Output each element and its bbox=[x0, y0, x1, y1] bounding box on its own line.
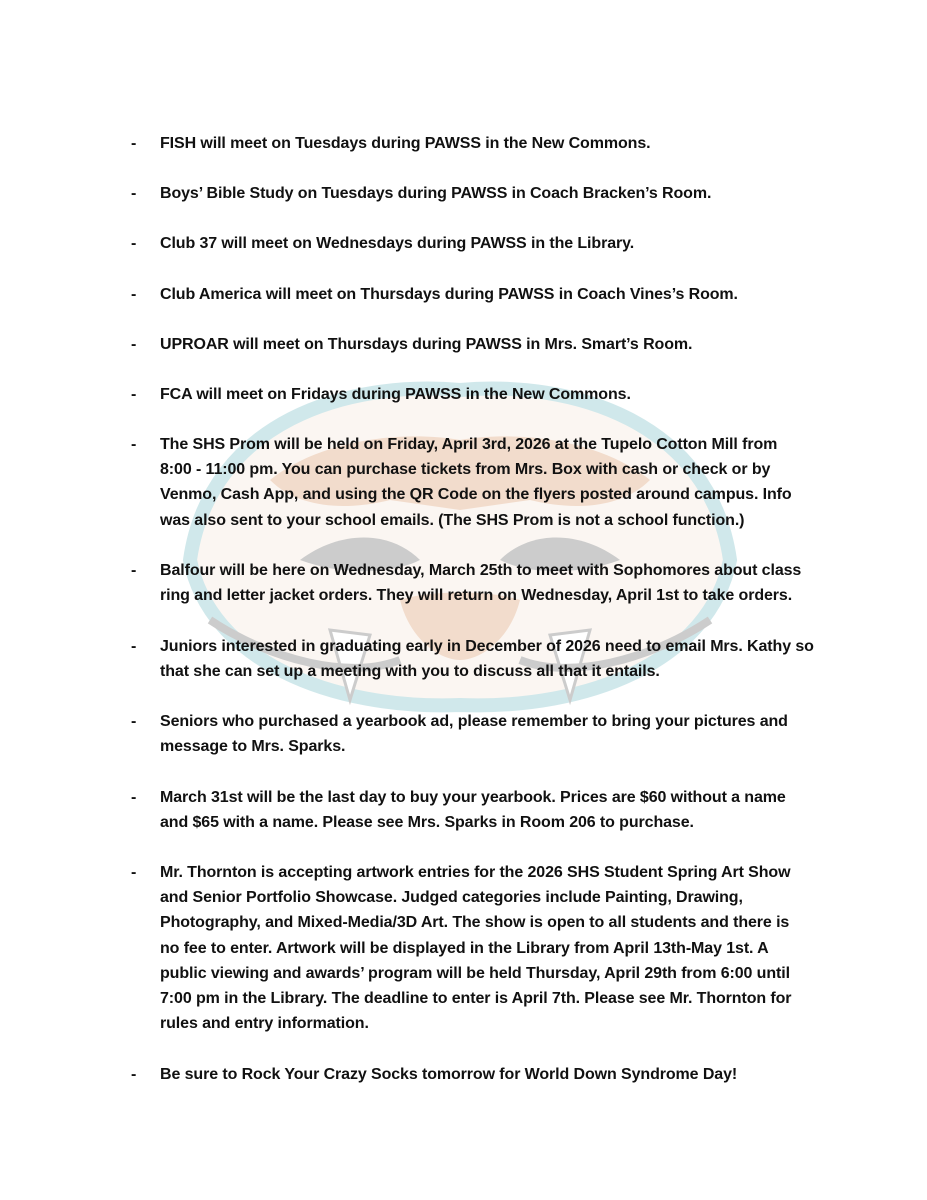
bullet-dash: - bbox=[131, 789, 137, 806]
bullet-dash: - bbox=[131, 286, 137, 303]
announcement-text: Be sure to Rock Your Crazy Socks tomorrow for World Down Syndrome Day! bbox=[160, 1066, 738, 1083]
announcement-text: Boys’ Bible Study on Tuesdays during PAWSS in Coach Bracken’s Room. bbox=[160, 185, 712, 202]
bullet-dash: - bbox=[131, 1066, 137, 1083]
announcement-text: Balfour will be here on Wednesday, March 25th to meet with Sophomores about class ring and letter jacket orders. They will return on Wednesday, April 1st to take orders. bbox=[160, 562, 802, 605]
bullet-dash: - bbox=[131, 864, 137, 881]
bullet-dash: - bbox=[131, 135, 137, 152]
bullet-dash: - bbox=[131, 562, 137, 579]
announcement-text: FCA will meet on Fridays during PAWSS in the New Commons. bbox=[160, 386, 631, 403]
bullet-dash: - bbox=[131, 336, 137, 353]
announcement-text: FISH will meet on Tuesdays during PAWSS in the New Commons. bbox=[160, 135, 651, 152]
announcement-text: The SHS Prom will be held on Friday, April 3rd, 2026 at the Tupelo Cotton Mill from 8:00 - 11:00 pm. You can purchase tickets from Mrs. Box with cash or check or by Venmo, Cash App, and using the QR Code on the flyers posted around campus. Info was also sent to your school emails. (The SHS Prom is not a school function.) bbox=[160, 436, 792, 529]
announcement-text: Juniors interested in graduating early in December of 2026 need to email Mrs. Kathy so that she can set up a meeting with you to discuss all that it entails. bbox=[160, 638, 814, 681]
announcement-text: UPROAR will meet on Thursdays during PAWSS in Mrs. Smart’s Room. bbox=[160, 336, 693, 353]
bullet-dash: - bbox=[131, 386, 137, 403]
bullet-dash: - bbox=[131, 235, 137, 252]
bullet-dash: - bbox=[131, 713, 137, 730]
announcement-text: Club America will meet on Thursdays during PAWSS in Coach Vines’s Room. bbox=[160, 286, 738, 303]
bullet-dash: - bbox=[131, 638, 137, 655]
announcement-text: March 31st will be the last day to buy your yearbook. Prices are $60 without a name and $65 with a name. Please see Mrs. Sparks in Room 206 to purchase. bbox=[160, 789, 786, 832]
bullet-dash: - bbox=[131, 436, 137, 453]
announcement-text: Club 37 will meet on Wednesdays during PAWSS in the Library. bbox=[160, 235, 635, 252]
bullet-dash: - bbox=[131, 185, 137, 202]
announcement-text: Seniors who purchased a yearbook ad, please remember to bring your pictures and message to Mrs. Sparks. bbox=[160, 713, 788, 756]
announcement-text: Mr. Thornton is accepting artwork entries for the 2026 SHS Student Spring Art Show and Senior Portfolio Showcase. Judged categories include Painting, Drawing, Photography, and Mixed-Media/3D Art. The show is open to all students and there is no fee to enter. Artwork will be displayed in the Library from April 13th-May 1st. A public viewing and awards’ program will be held Thursday, April 29th from 6:00 until 7:00 pm in the Library. The deadline to enter is April 7th. Please see Mr. Thornton for rules and entry information. bbox=[160, 864, 792, 1033]
